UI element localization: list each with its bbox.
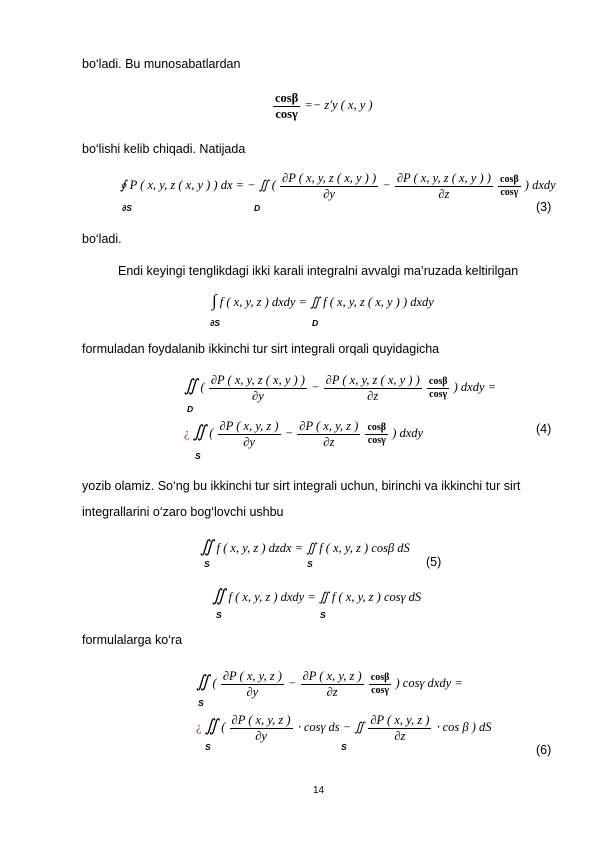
equation-6-line-2 bbox=[196, 714, 492, 742]
double-integral-sign: ∬ bbox=[196, 671, 210, 691]
fraction-numerator: cosβ bbox=[428, 375, 448, 387]
paragraph-text: bo‘lishi kelib chiqadi. Natijada bbox=[82, 142, 246, 156]
integral-subscript: S bbox=[198, 698, 204, 708]
fraction-numerator: ∂P ( x, y, z ) bbox=[302, 669, 362, 683]
integral-subscript: S bbox=[341, 742, 347, 752]
paren: ( bbox=[221, 719, 226, 734]
integral-subscript: D bbox=[187, 404, 194, 414]
fraction-numerator: ∂P ( x, y, z ) bbox=[219, 419, 279, 433]
fraction-denominator: ∂y bbox=[252, 388, 264, 403]
fraction-numerator: ∂P ( x, y, z ) bbox=[370, 713, 430, 727]
fraction-numerator: cosβ bbox=[370, 671, 390, 683]
equation-tail: ) dxdy bbox=[392, 425, 424, 440]
double-integral-sign: ∬ bbox=[204, 715, 219, 735]
fraction-denominator: ∂z bbox=[323, 434, 335, 449]
equation-body: f ( x, y, z ) dzdx = ∬ f ( x, y, z ) cosβ dS bbox=[216, 541, 410, 555]
integral-subscript: S bbox=[216, 610, 222, 620]
integral-subscript: D bbox=[312, 318, 319, 328]
equation-number: (4) bbox=[536, 422, 552, 436]
fraction-denominator: ∂y bbox=[246, 684, 259, 699]
fraction-denominator: ∂y bbox=[243, 434, 255, 449]
equation-number: (3) bbox=[536, 200, 552, 214]
fraction-numerator: ∂P ( x, y, z ( x, y ) ) bbox=[396, 171, 491, 185]
integral-subscript: S bbox=[204, 559, 210, 569]
integral-subscript: ∂S bbox=[122, 203, 132, 213]
integral-subscript: D bbox=[254, 203, 261, 213]
equation-5-line-2 bbox=[212, 587, 421, 604]
fraction-numerator: cosβ bbox=[500, 173, 519, 185]
minus-sign: − bbox=[288, 675, 297, 690]
equation-number: (5) bbox=[426, 555, 442, 569]
fraction-denominator: ∂y bbox=[255, 728, 267, 743]
fraction-denominator: cosγ bbox=[367, 434, 386, 446]
integral-sign: ∫ bbox=[212, 291, 217, 310]
equation-tail: ) dxdy = bbox=[453, 379, 497, 394]
equation-number: (6) bbox=[536, 743, 552, 757]
paragraph-text: formuladan foydalanib ikkinchi tur sirt integrali orqali quyidagicha bbox=[82, 342, 440, 356]
fraction-denominator: cosγ bbox=[371, 684, 390, 696]
integral-subscript: S bbox=[205, 742, 211, 752]
paren: ( bbox=[212, 675, 217, 690]
minus-sign: − bbox=[382, 177, 391, 192]
fraction-denominator: ∂z bbox=[367, 388, 379, 403]
fraction-numerator: ∂P ( x, y, z ) bbox=[231, 713, 291, 727]
minus-sign: − bbox=[284, 425, 294, 440]
equation-tail: ) dxdy bbox=[524, 177, 556, 192]
inverted-question-mark: ¿ bbox=[184, 425, 190, 440]
equation-tail: ⋅ cos β ) dS bbox=[435, 719, 492, 734]
paragraph-text: bo‘ladi. Bu munosabatlardan bbox=[82, 57, 241, 71]
integral-subscript: S bbox=[307, 559, 313, 569]
paren: ( bbox=[209, 425, 214, 440]
equation-ratio bbox=[272, 92, 373, 120]
paragraph-text: formulalarga ko‘ra bbox=[82, 633, 183, 647]
paragraph-text: bo‘ladi. bbox=[82, 232, 122, 246]
double-integral-sign: ∬ bbox=[192, 421, 207, 441]
double-integral-sign: ∬ bbox=[184, 375, 198, 395]
fraction-numerator: cosβ bbox=[367, 421, 387, 433]
equation-6-line-1 bbox=[196, 670, 463, 698]
fraction-numerator: ∂P ( x, y, z ( x, y ) ) bbox=[210, 373, 305, 387]
fraction-denominator: cosγ bbox=[429, 388, 448, 400]
equation-body: f ( x, y, z ) dxdy = ∬ f ( x, y, z ) cosγ dS bbox=[228, 590, 422, 604]
inverted-question-mark: ¿ bbox=[196, 719, 202, 734]
equation-middle: ⋅ cosγ ds − ∬ bbox=[296, 719, 365, 734]
paragraph-text: yozib olamiz. So‘ng bu ikkinchi tur sirt integrali uchun, birinchi va ikkinchi tur sirt bbox=[82, 479, 521, 493]
fraction-denominator: ∂z bbox=[438, 186, 450, 201]
fraction-denominator: ∂z bbox=[394, 728, 406, 743]
integral-subscript: ∂S bbox=[210, 318, 220, 328]
fraction-numerator: ∂P ( x, y, z ( x, y ) ) bbox=[282, 171, 377, 185]
fraction-numerator: ∂P ( x, y, z ( x, y ) ) bbox=[325, 373, 420, 387]
equation-green bbox=[212, 292, 434, 309]
fraction-numerator: ∂P ( x, y, z ) bbox=[299, 419, 359, 433]
fraction-denominator: ∂y bbox=[323, 186, 335, 201]
paragraph-text: integrallarini o‘zaro bog‘lovchi ushbu bbox=[82, 505, 284, 519]
double-integral-sign: ∬ bbox=[212, 586, 226, 605]
equation-4-line-1 bbox=[184, 374, 496, 402]
equation-rhs: =− z′y ( x, y ) bbox=[304, 97, 373, 112]
double-integral-sign: ∬ bbox=[200, 537, 214, 556]
fraction-denominator: ∂z bbox=[326, 684, 338, 699]
paragraph-text: Endi keyingi tenglikdagi ikki karali integralni avvalgi ma’ruzada keltirilgan bbox=[118, 264, 519, 278]
equation-3 bbox=[120, 172, 556, 200]
fraction-numerator: ∂P ( x, y, z ) bbox=[222, 669, 282, 683]
fraction-numerator: cosβ bbox=[275, 91, 299, 105]
equation-4-line-2 bbox=[184, 420, 423, 448]
equation-tail: ) cosγ dxdy = bbox=[395, 675, 463, 690]
fraction-denominator: cosγ bbox=[500, 186, 519, 198]
fraction-denominator: cosγ bbox=[275, 106, 298, 121]
equation-body: f ( x, y, z ) dxdy = ∬ f ( x, y, z ( x, y ) ) dxdy bbox=[219, 295, 434, 309]
integral-subscript: S bbox=[195, 451, 201, 461]
equation-lhs: ∮ P ( x, y, z ( x, y ) ) dx = − ∬ ( bbox=[120, 177, 276, 192]
integral-subscript: S bbox=[320, 610, 326, 620]
equation-5-line-1 bbox=[200, 538, 410, 555]
page-number: 14 bbox=[313, 785, 325, 796]
minus-sign: − bbox=[311, 379, 320, 394]
paren: ( bbox=[200, 379, 205, 394]
